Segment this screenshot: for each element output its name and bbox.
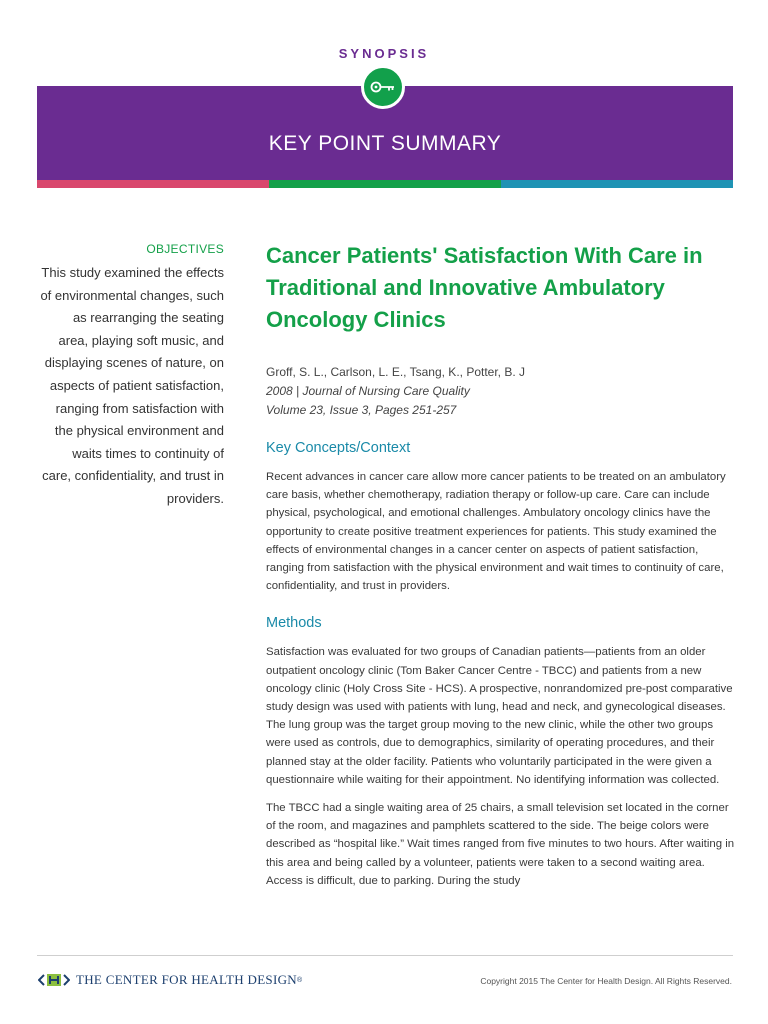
section-heading-concepts: Key Concepts/Context xyxy=(266,440,411,456)
footer-divider xyxy=(37,955,733,956)
registered-mark: ® xyxy=(296,976,303,984)
methods-paragraph-2: The TBCC had a single waiting area of 25 chairs, a small television set located in the corner of the room, and magazines and pamphlets scattered to the side. The beige colors were described as “hospital like.” Wait times ranged from five minutes to two hours. After waiting in this area and being called by a volunteer, patients were taken to a second waiting area. Access is difficult, due to parking. During the study xyxy=(266,802,735,887)
copyright-text: Copyright 2015 The Center for Health Design. All Rights Reserved. xyxy=(480,976,732,986)
banner-title: KEY POINT SUMMARY xyxy=(268,132,502,155)
stripe-green xyxy=(269,180,501,188)
center-for-health-design-logo-icon xyxy=(38,973,70,987)
article-journal: 2008 | Journal of Nursing Care Quality xyxy=(266,384,470,398)
methods-paragraph-1: Satisfaction was evaluated for two groups of Canadian patients—patients from an older outpatient oncology clinic (Tom Baker Cancer Centre - TBCC) and patients from a new oncology clinic (Holy Cross Site - HCS). A prospective, nonrandomized pre-post comparative study design was used with patients with lung, head and neck, and gynecological diseases. The lung group was the target group moving to the new clinic, while the other two groups were used as controls, due to demographics, similarity of operating procedures, and their planned stay at the older facility. Patients who voluntarily participated in the were given a questionnaire while waiting for their appointment. No identifying information was collected. xyxy=(266,646,733,786)
article-authors: Groff, S. L., Carlson, L. E., Tsang, K., Potter, B. J xyxy=(266,365,526,379)
article-volume: Volume 23, Issue 3, Pages 251-257 xyxy=(266,403,457,417)
footer-logo xyxy=(38,972,302,988)
synopsis-label: SYNOPSIS xyxy=(338,46,430,61)
article-title: Cancer Patients' Satisfaction With Care in Traditional and Innovative Ambulatory Oncology Clinics xyxy=(266,243,703,332)
stripe-teal xyxy=(501,180,733,188)
stripe-pink xyxy=(37,180,269,188)
article-main xyxy=(266,240,736,900)
section-heading-methods: Methods xyxy=(266,615,322,632)
concepts-paragraph: Recent advances in cancer care allow more cancer patients to be treated on an ambulatory care basis, whether chemotherapy, radiation therapy or follow-up care. Care can include physical, psychological, and emotional challenges. Ambulatory oncology clinics have the opportunity to create positive treatment experiences for patients. This study examined the effects of environmental changes in a cancer center on aspects of patient satisfaction, ranging from satisfaction with the physical environment and wait times to continuity of care, confidentiality, and trust in providers. xyxy=(266,471,726,593)
objectives-text: This study examined the effects of environmental changes, such as rearranging the seating area, playing soft music, and displaying scenes of nature, on aspects of patient satisfaction, ranging from satisfaction with the physical environment and waits times to continuity of care, confidentiality, and trust in providers. xyxy=(40,265,224,506)
logo-text: THE CENTER FOR HEALTH DESIGN xyxy=(76,972,297,987)
key-icon xyxy=(370,79,396,95)
objectives-heading: OBJECTIVES xyxy=(146,242,224,256)
key-badge xyxy=(361,65,405,109)
